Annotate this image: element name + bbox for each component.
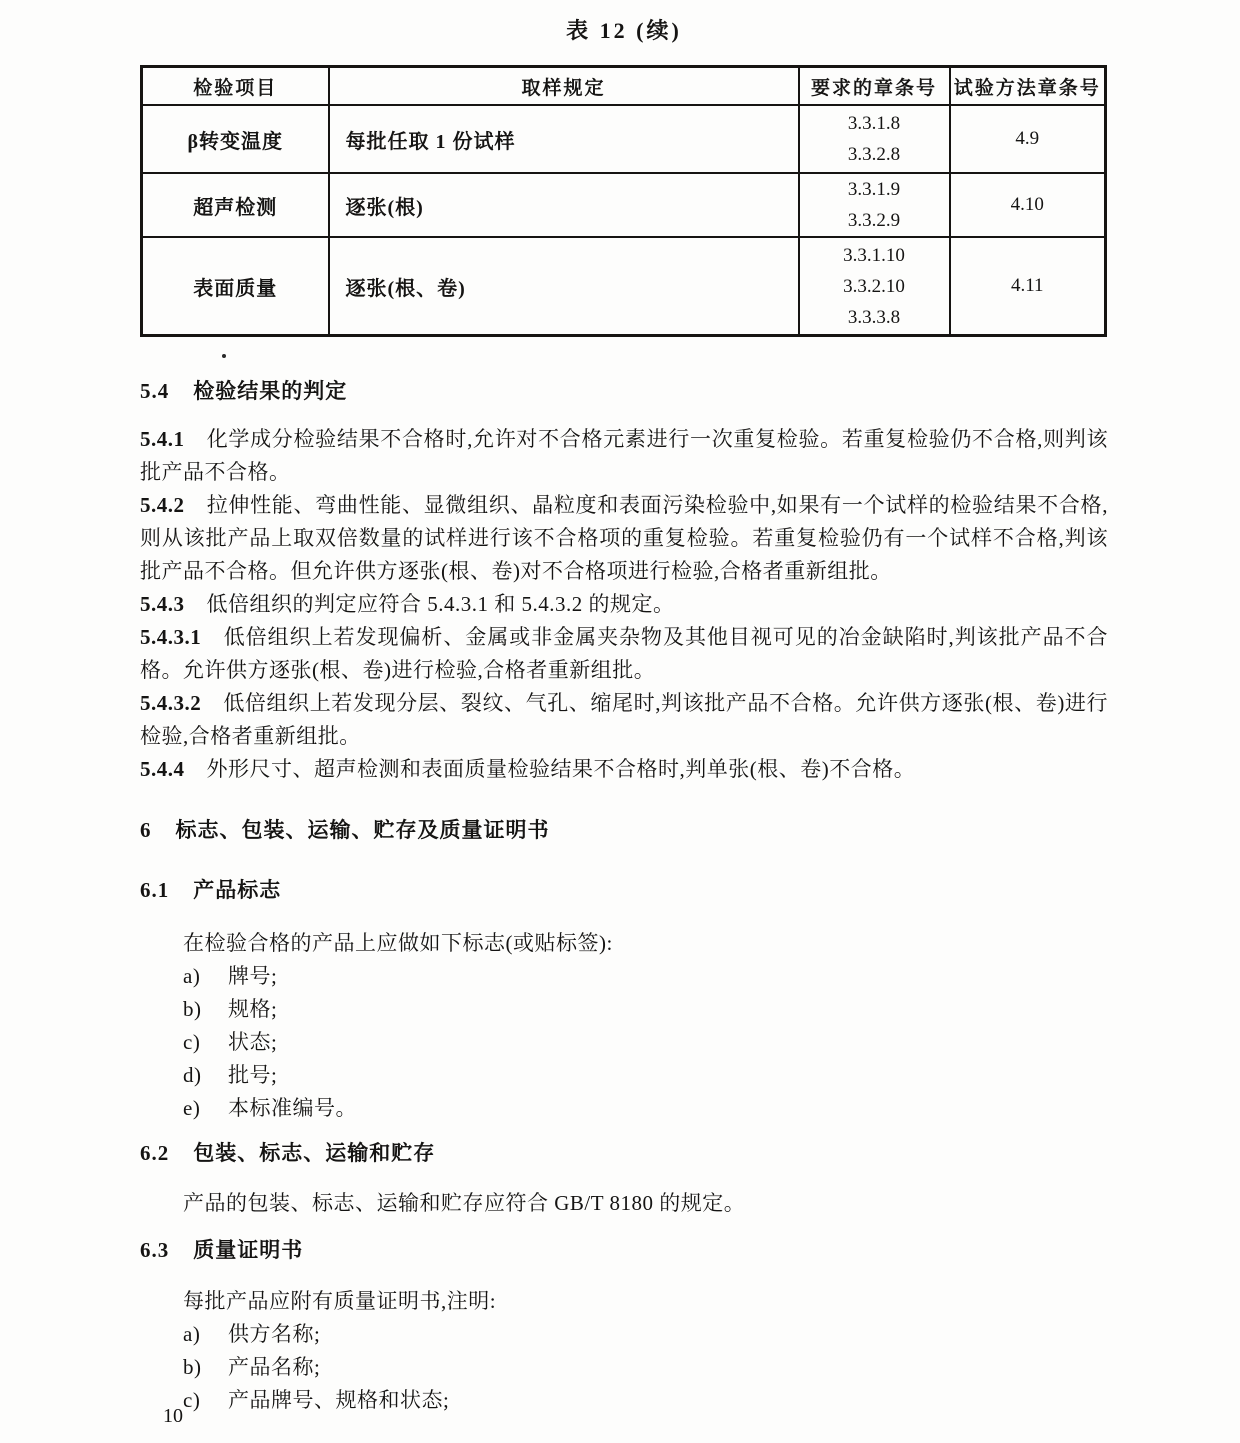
list-item	[183, 1351, 1108, 1384]
cell-sampling: 每批任取 1 份试样	[329, 105, 799, 173]
inspection-table	[140, 65, 1107, 337]
heading-text: 检验结果的判定	[193, 379, 348, 403]
col-header-inspection-item: 检验项目	[142, 67, 329, 106]
list-marker: e)	[183, 1096, 201, 1120]
clause-number: 5.4.3.2	[140, 691, 202, 715]
cell-item: 超声检测	[142, 173, 329, 237]
list-item	[183, 1092, 1108, 1125]
table-header-row	[142, 67, 1106, 106]
list-marker: c)	[183, 1388, 201, 1412]
list-marker: d)	[183, 1063, 202, 1087]
clause-5-4-1	[140, 423, 1108, 489]
clause-text: 低倍组织上若发现偏析、金属或非金属夹杂物及其他目视可见的冶金缺陷时,判该批产品不合格。允许供方逐张(根、卷)进行检验,合格者重新组批。	[140, 625, 1108, 682]
list-marker: a)	[183, 964, 201, 988]
list-text: 本标准编号。	[228, 1096, 357, 1120]
marking-list	[140, 960, 1108, 1125]
clause-text: 外形尺寸、超声检测和表面质量检验结果不合格时,判单张(根、卷)不合格。	[206, 757, 916, 781]
list-item	[183, 1059, 1108, 1092]
list-text: 状态;	[228, 1030, 278, 1054]
clause-number: 5.4.3.1	[140, 625, 202, 649]
clause-5-4-4	[140, 753, 1108, 786]
paragraph-6-2-body	[140, 1187, 1108, 1220]
list-item	[183, 1384, 1108, 1417]
clause-number: 5.4.3	[140, 592, 185, 616]
clause-text: 低倍组织的判定应符合 5.4.3.1 和 5.4.3.2 的规定。	[206, 592, 675, 616]
clause-text: 拉伸性能、弯曲性能、显微组织、晶粒度和表面污染检验中,如果有一个试样的检验结果不合格,则从该批产品上取双倍数量的试样进行该不合格项的重复检验。若重复检验仍有一个试样不合格,判该批产品不合格。但允许供方逐张(根、卷)对不合格项进行检验,合格者重新组批。	[140, 493, 1108, 583]
clause-ref: 3.3.2.8	[847, 144, 901, 165]
page-content	[140, 0, 1108, 1417]
heading-5-4	[140, 379, 1108, 403]
heading-6-1	[140, 878, 1108, 902]
cell-requirement-clauses	[799, 173, 950, 237]
certificate-list	[140, 1318, 1108, 1417]
list-marker: a)	[183, 1322, 201, 1346]
cell-requirement-clauses	[799, 237, 950, 336]
list-marker: b)	[183, 1355, 202, 1379]
cell-sampling: 逐张(根)	[329, 173, 799, 237]
list-text: 产品名称;	[228, 1355, 321, 1379]
heading-6-2	[140, 1141, 1108, 1165]
clause-ref: 3.3.3.8	[847, 306, 901, 328]
clause-text: 化学成分检验结果不合格时,允许对不合格元素进行一次重复检验。若重复检验仍不合格,则判该批产品不合格。	[140, 427, 1108, 484]
list-marker: b)	[183, 997, 202, 1021]
cell-sampling: 逐张(根、卷)	[329, 237, 799, 336]
clause-number: 6.1	[140, 878, 170, 902]
clause-ref: 3.3.1.8	[847, 113, 901, 134]
col-header-sampling-rule: 取样规定	[329, 67, 799, 106]
list-text: 规格;	[228, 997, 278, 1021]
cell-test-method: 4.9	[950, 105, 1106, 173]
clause-5-4-3-1	[140, 621, 1108, 687]
clause-number: 5.4.2	[140, 493, 185, 517]
clause-ref: 3.3.1.9	[847, 179, 901, 200]
heading-6-3	[140, 1238, 1108, 1262]
clause-number: 6	[140, 818, 152, 842]
clause-number: 6.3	[140, 1238, 170, 1262]
cell-item: 表面质量	[142, 237, 329, 336]
table-title: 表 12 (续)	[566, 18, 682, 43]
clause-text: 低倍组织上若发现分层、裂纹、气孔、缩尾时,判该批产品不合格。允许供方逐张(根、卷)进行检验,合格者重新组批。	[140, 691, 1108, 748]
clause-5-4-3-2	[140, 687, 1108, 753]
paragraph-text: 在检验合格的产品上应做如下标志(或贴标签):	[183, 931, 613, 955]
clause-5-4-3	[140, 588, 1108, 621]
list-text: 产品牌号、规格和状态;	[228, 1388, 450, 1412]
clause-number: 5.4.1	[140, 427, 185, 451]
heading-text: 产品标志	[193, 878, 282, 902]
cell-requirement-clauses	[799, 105, 950, 173]
clause-ref: 3.3.1.10	[843, 244, 905, 266]
heading-text: 质量证明书	[193, 1238, 304, 1262]
paragraph-6-1-intro	[140, 927, 1108, 960]
heading-text: 标志、包装、运输、贮存及质量证明书	[175, 818, 550, 842]
col-header-requirement-clause: 要求的章条号	[799, 67, 950, 106]
table-row	[142, 105, 1106, 173]
list-item	[183, 1026, 1108, 1059]
page-number: 10	[163, 1405, 183, 1427]
table-row	[142, 237, 1106, 336]
clause-ref: 3.3.2.10	[843, 275, 905, 297]
paragraph-text: 产品的包装、标志、运输和贮存应符合 GB/T 8180 的规定。	[183, 1191, 746, 1215]
list-item	[183, 1318, 1108, 1351]
list-text: 供方名称;	[228, 1322, 321, 1346]
cell-test-method: 4.11	[950, 237, 1106, 336]
clause-number: 5.4	[140, 379, 170, 403]
heading-6	[140, 818, 1108, 842]
clause-ref: 3.3.2.9	[847, 210, 901, 231]
list-item	[183, 960, 1108, 993]
clause-number: 5.4.4	[140, 757, 185, 781]
table-row	[142, 173, 1106, 237]
scan-artifact-dot	[222, 354, 226, 358]
paragraph-text: 每批产品应附有质量证明书,注明:	[183, 1289, 497, 1313]
cell-item: β转变温度	[142, 105, 329, 173]
col-header-test-method-clause: 试验方法章条号	[950, 67, 1106, 106]
list-text: 批号;	[228, 1063, 278, 1087]
list-text: 牌号;	[228, 964, 278, 988]
list-marker: c)	[183, 1030, 201, 1054]
paragraph-6-3-intro	[140, 1285, 1108, 1318]
heading-text: 包装、标志、运输和贮存	[193, 1141, 436, 1165]
clause-5-4-2	[140, 489, 1108, 588]
list-item	[183, 993, 1108, 1026]
cell-test-method: 4.10	[950, 173, 1106, 237]
clause-number: 6.2	[140, 1141, 170, 1165]
